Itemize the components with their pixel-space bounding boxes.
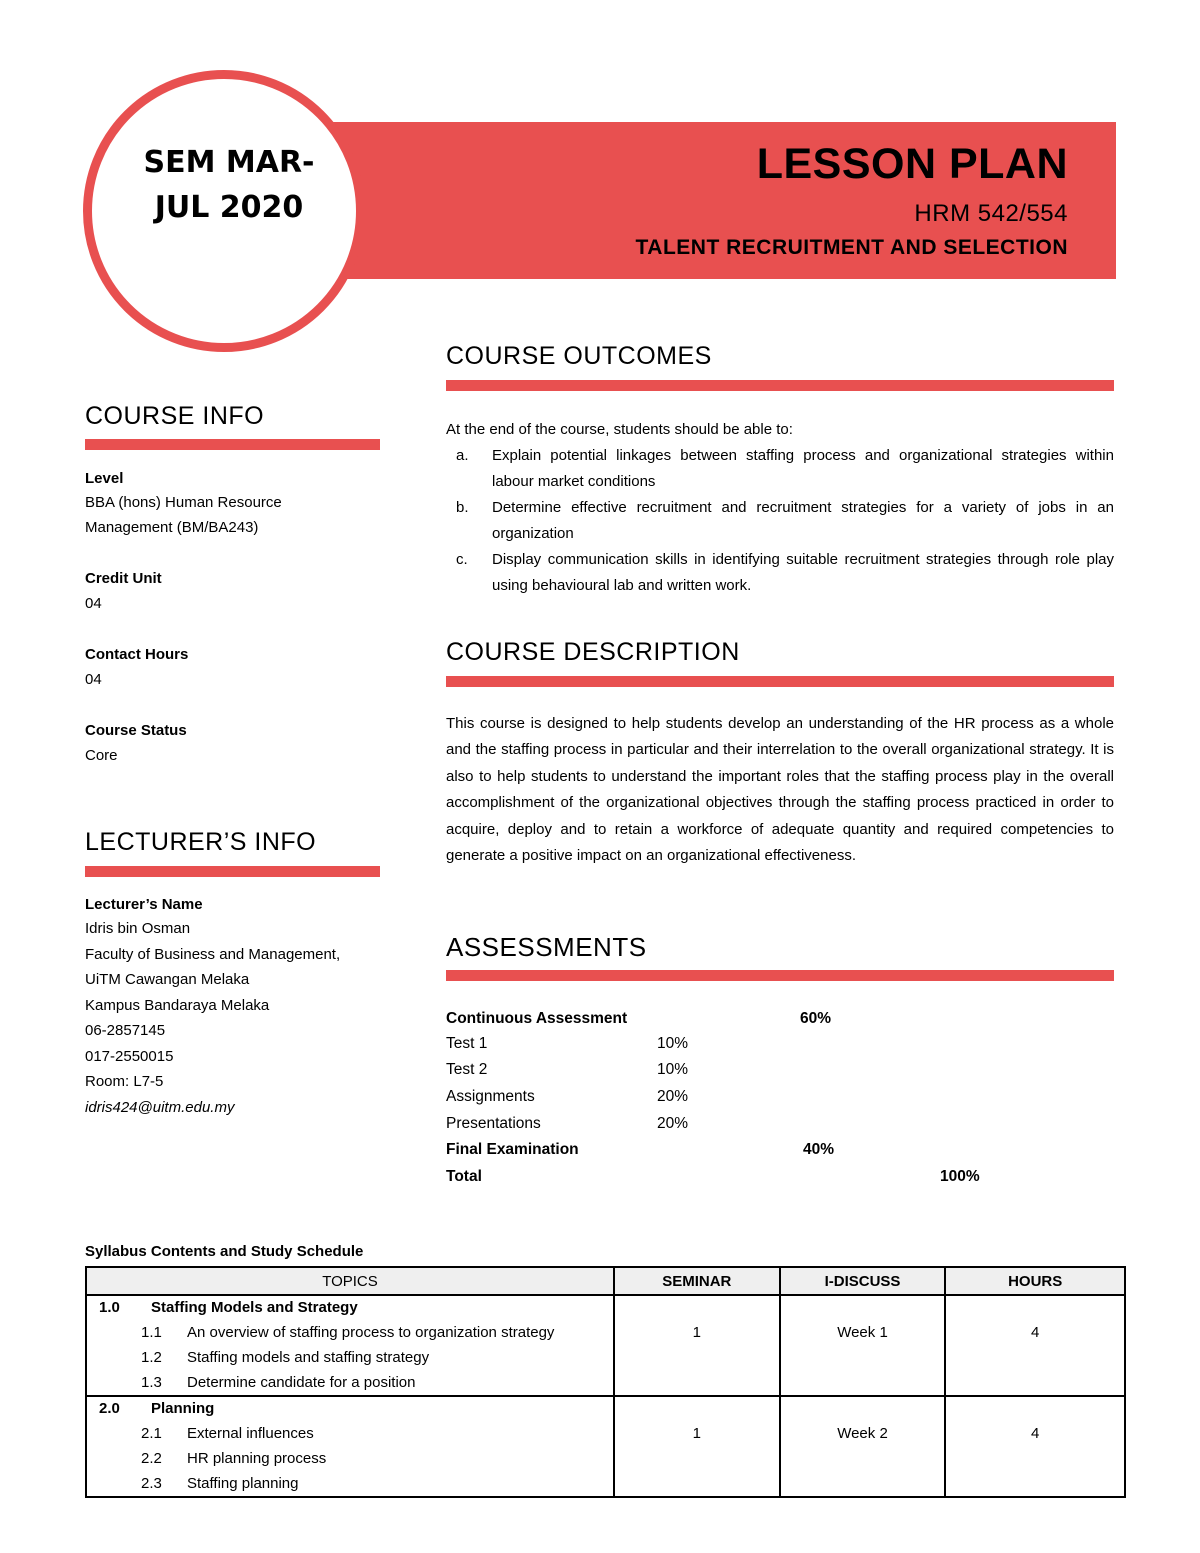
subtopic-text: Staffing models and staffing strategy [187, 1349, 430, 1366]
outcomes-intro: At the end of the course, students should be able to: [446, 421, 793, 438]
assessment-item-value: 10% [657, 1035, 689, 1052]
semester-label [90, 140, 368, 230]
column-header-idiscuss: I-DISCUSS [780, 1267, 946, 1295]
lecturer-name: Idris bin Osman [85, 920, 191, 937]
hours-cell: 4 [945, 1396, 1125, 1497]
topic-title: Planning [151, 1400, 215, 1417]
subtopic-text: External influences [187, 1425, 314, 1442]
assessment-item-label: Test 1 [446, 1035, 488, 1052]
column-header-seminar: SEMINAR [614, 1267, 780, 1295]
subtopic [87, 1370, 613, 1395]
total-label: Total [446, 1168, 482, 1185]
contact-hours-label: Contact Hours [85, 646, 189, 663]
syllabus-table [85, 1266, 1126, 1498]
total-value: 100% [940, 1168, 980, 1185]
subtopic-text: Staffing planning [187, 1475, 299, 1492]
level-value-line: Management (BM/BA243) [85, 519, 259, 536]
column-header-topics: TOPICS [86, 1267, 614, 1295]
subtopic-number: 1.2 [141, 1349, 162, 1366]
seminar-cell: 1 [614, 1396, 780, 1497]
assessments-heading: ASSESSMENTS [446, 932, 647, 962]
table-row [86, 1396, 1125, 1497]
hours-cell: 4 [945, 1295, 1125, 1396]
subtopic-text: HR planning process [187, 1450, 327, 1467]
topic-title: Staffing Models and Strategy [151, 1299, 358, 1316]
course-status-label: Course Status [85, 722, 187, 739]
subtopic [87, 1345, 613, 1370]
lecturer-details [85, 916, 340, 1120]
semester-line-2: JUL 2020 [154, 190, 304, 225]
list-item [446, 495, 1114, 547]
lecturer-info-rule [85, 866, 380, 877]
lecturer-info-heading: LECTURER’S INFO [85, 828, 317, 856]
course-description-rule [446, 676, 1114, 687]
seminar-cell: 1 [614, 1295, 780, 1396]
assessment-item-label: Test 2 [446, 1061, 488, 1078]
course-code: HRM 542/554 [914, 200, 1068, 227]
course-outcomes-rule [446, 380, 1114, 391]
subtopic-text: Determine candidate for a position [187, 1374, 416, 1391]
contact-hours-value: 04 [85, 671, 102, 688]
subtopic-number: 1.3 [141, 1374, 162, 1391]
credit-unit-label: Credit Unit [85, 570, 162, 587]
course-info-rule [85, 439, 380, 450]
assessment-item-value: 20% [657, 1088, 689, 1105]
subtopic [87, 1421, 613, 1446]
subtopic [87, 1471, 613, 1496]
idiscuss-cell: Week 2 [780, 1396, 946, 1497]
syllabus-caption: Syllabus Contents and Study Schedule [85, 1243, 364, 1260]
table-row [86, 1295, 1125, 1396]
lecturer-phone-office: 06-2857145 [85, 1022, 166, 1039]
topic-heading [87, 1296, 613, 1320]
subtopic [87, 1320, 613, 1345]
continuous-assessment-label: Continuous Assessment [446, 1010, 628, 1027]
lecturer-room: Room: L7-5 [85, 1073, 164, 1090]
level-label: Level [85, 470, 124, 487]
assessment-item-value: 20% [657, 1115, 689, 1132]
course-description-text: This course is designed to help students develop an understanding of the HR process as a whole and the staffing process in particular and their interrelation to the overall organizational strategy. It is also to help students to understand the important roles that the staffing process play in the overall accomplishment of the organizational objectives through the staffing process practiced in order to acquire, deploy and to retain a workforce of adequate quantity and required competencies to generate a positive impact on an organizational effectiveness. [446, 715, 1114, 865]
subtopic-number: 2.1 [141, 1425, 162, 1442]
subtopic [87, 1446, 613, 1471]
topic-number: 2.0 [99, 1400, 120, 1417]
list-item [446, 443, 1114, 495]
lecturer-email-link[interactable]: idris424@uitm.edu.my [85, 1098, 235, 1116]
continuous-assessment-value: 60% [800, 1010, 832, 1027]
list-item-text: Determine effective recruitment and recruitment strategies for a variety of jobs in an organization [492, 499, 1114, 542]
subtopic-number: 2.2 [141, 1450, 162, 1467]
list-item-text: Explain potential linkages between staffing process and organizational strategies within labour market conditions [492, 447, 1114, 490]
idiscuss-cell: Week 1 [780, 1295, 946, 1396]
list-item-letter: a. [456, 447, 469, 464]
final-exam-label: Final Examination [446, 1141, 579, 1158]
topic-cell [86, 1295, 614, 1396]
course-description-heading: COURSE DESCRIPTION [446, 638, 740, 666]
outcomes-list [446, 443, 1114, 599]
final-exam-value: 40% [803, 1141, 835, 1158]
subtopic-text: An overview of staffing process to organization strategy [187, 1324, 555, 1341]
lecturer-phone-mobile: 017-2550015 [85, 1047, 174, 1065]
list-item-letter: b. [456, 499, 469, 516]
semester-line-1: SEM MAR- [143, 145, 315, 180]
course-outcomes-heading: COURSE OUTCOMES [446, 342, 712, 370]
topic-number: 1.0 [99, 1299, 120, 1316]
assessment-item-value: 10% [657, 1061, 689, 1078]
lecturer-location: Kampus Bandaraya Melaka [85, 996, 270, 1014]
assessments-rule [446, 970, 1114, 981]
level-value-line: BBA (hons) Human Resource [85, 494, 282, 511]
column-header-hours: HOURS [945, 1267, 1125, 1295]
topic-heading [87, 1397, 613, 1421]
subtopic-number: 1.1 [141, 1324, 162, 1341]
page-title: LESSON PLAN [756, 140, 1068, 188]
topic-cell [86, 1396, 614, 1497]
lecturer-campus: UiTM Cawangan Melaka [85, 971, 250, 988]
credit-unit-value: 04 [85, 595, 102, 612]
course-status-value: Core [85, 747, 118, 764]
course-name: TALENT RECRUITMENT AND SELECTION [635, 236, 1068, 259]
course-info-heading: COURSE INFO [85, 402, 265, 430]
list-item-letter: c. [456, 551, 468, 568]
lecturer-faculty: Faculty of Business and Management, [85, 945, 341, 963]
list-item-text: Display communication skills in identifying suitable recruitment strategies through role play using behavioural lab and written work. [492, 551, 1114, 594]
lecturer-name-label: Lecturer’s Name [85, 896, 203, 913]
assessment-item-label: Assignments [446, 1088, 535, 1105]
table-header-row [86, 1267, 1125, 1295]
level-value [85, 490, 282, 540]
assessment-item-label: Presentations [446, 1115, 541, 1132]
subtopic-number: 2.3 [141, 1475, 162, 1492]
list-item [446, 547, 1114, 599]
